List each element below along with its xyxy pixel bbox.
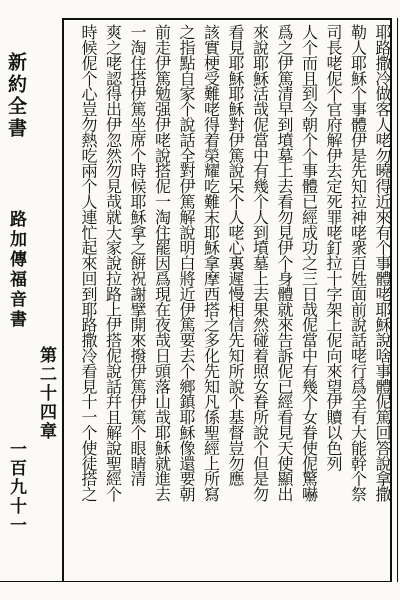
gospel-title: 路加傳福音書 xyxy=(6,210,26,330)
text-column: 來說耶穌活哉伲當中有幾个人到墳墓上去果然碰着照女眷所說个但是勿 xyxy=(250,24,270,502)
text-block-left-border xyxy=(62,18,64,582)
text-column: 司長咾伲个官府解伊去定死罪咾釘拉十字架上伲向來望伊贖以色列 xyxy=(324,24,343,471)
text-column: 時候伲个心豈勿熱吃兩个人連忙起來回到耶路撒冷看見十一个使徒搭之 xyxy=(79,24,98,502)
text-column: 之指點自家个說話全對伊篤解說明白將近伊篤要去个鄉鎮耶穌像還要朝 xyxy=(177,24,196,502)
outer-margin-line xyxy=(397,18,398,582)
page-number: 一百九十一 xyxy=(6,440,26,535)
text-column: 爽之咾認得出伊忽然勿見哉就大家說拉路上伊搭伲說話幷且解說聖經个 xyxy=(103,24,123,502)
book-title: 新約全書 xyxy=(5,52,27,140)
chapter-label: 第二十四章 xyxy=(36,346,56,441)
text-column: 前走伊篤勉强伊咾說搭伲一淘住罷因爲現在夜哉日頭落山哉耶穌就進去 xyxy=(152,24,172,502)
text-column: 該實梗受難咾得着榮耀吃難末耶穌拿摩西搭之多化先知凡係聖經上所寫 xyxy=(201,24,221,502)
text-column: 看見耶穌耶穌對伊篤說呆个人咾心裏遲慢相信先知所說个基督豈勿應 xyxy=(226,24,245,487)
top-border xyxy=(62,18,392,20)
text-column: 爲之伊篤清早到墳墓上去看勿見伊个身體就來告訴伲已經看見天使顯出 xyxy=(275,24,294,502)
text-column: 人个而且到今朝个个事體已經成功之三日哉伲當中有幾个女眷使伲驚嚇 xyxy=(299,24,319,502)
body-text xyxy=(66,24,394,584)
text-column: 耶路撒冷做客人咾勿曉得近來有个事體咾耶穌說啥事體伲篤回答說拿撒 xyxy=(373,24,392,502)
text-column: 一淘住搭伊篤坐席个時候耶穌拿之餅祝謝擘開來撥伊篤伊篤个眼睛清 xyxy=(128,24,147,487)
text-column: 勒人耶穌个事體伊是先知拉神咾衆百姓面前說話咾行爲全有大能幹个祭 xyxy=(348,24,368,502)
